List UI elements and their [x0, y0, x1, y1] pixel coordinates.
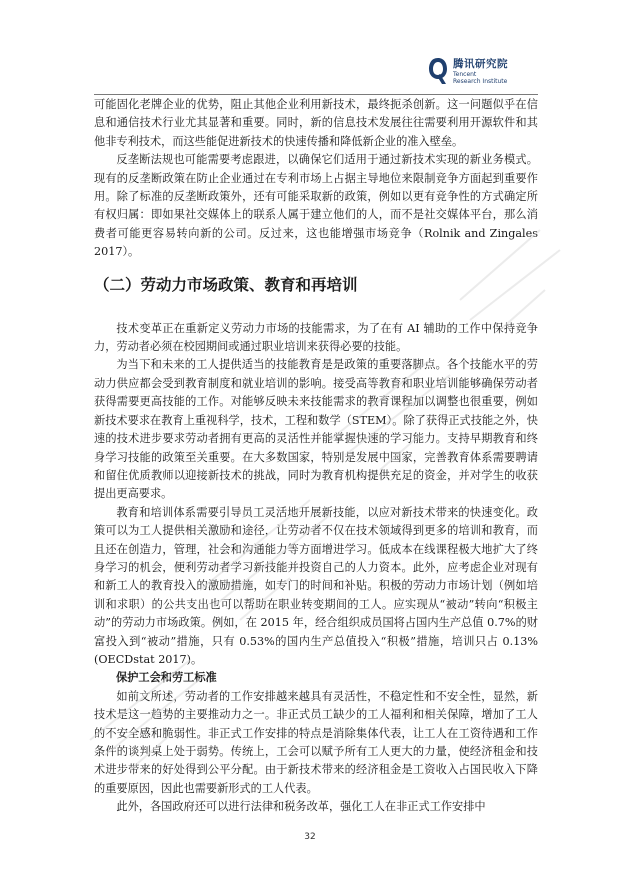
tencent-research-logo-icon — [427, 56, 449, 86]
logo — [427, 56, 537, 90]
section-heading: （二）劳动力市场政策、教育和再培训 — [94, 275, 358, 294]
logo-text-en-line2: Research Institute — [453, 78, 508, 85]
paragraph-antitrust: 反垄断法规也可能需要考虑跟进，以确保它们适用于通过新技术实现的新业务模式。现有的反垄断政策在防止企业通过在专利市场上占据主导地位来限制竞争方面起到重要作用。除了标准的反垄断政策外，还有可能采取新的政策，例如以更有竞争性的方式确定所有权归属：即如果社交媒体上的联系人属于建立他们的人，而不是社交媒体平台，那么消费者可能更容易转向新的公司。反过来，这也能增强市场竞争（Rolnik and Zingales 2017）。 — [94, 153, 538, 259]
header-divider — [94, 94, 538, 95]
spacer — [94, 304, 538, 320]
logo-text-en-line1: Tencent — [453, 71, 477, 78]
document-body — [94, 96, 538, 817]
paragraph-skills-demand: 技术变革正在重新定义劳动力市场的技能需求，为了在有 AI 辅助的工作中保持竞争力，劳动者必须在校园期间或通过职业培训来获得必要的技能。 — [94, 321, 538, 354]
paragraph-continued: 可能固化老牌企业的优势，阻止其他企业利用新技术，最终扼杀创新。这一问题似乎在信息和通信技术行业尤其显著和重要。同时，新的信息技术发展往往需要利用开源软件和其他非专利技术，而这些能促进新技术的快速传播和降低新企业的准入壁垒。 — [94, 98, 538, 148]
page-number: 32 — [304, 832, 316, 842]
paragraph-reform: 此外，各国政府还可以进行法律和税务改革，强化工人在非正式工作安排中 — [116, 800, 486, 814]
paragraph-training: 教育和培训体系需要引导员工灵活地开展新技能，以应对新技术带来的快速变化。政策可以为工人提供相关激励和途径，让劳动者不仅在技术领域得到更多的培训和教育，而且还在创造力，管理，社会和沟通能力等方面增进学习。低成本在线课程极大地扩大了终身学习的机会，便利劳动者学习新技能并投资自己的人力资本。此外，应考虑企业对现有和新工人的教育投入的激励措施，如专门的时间和补贴。积极的劳动力市场计划（例如培训和求职）的公共支出也可以帮助在职业转变期间的工人。应实现从“被动”转向“积极主动”的劳动力市场政策。例如，在 2015 年，经合组织成员国将占国内生产总值 0.7%的财富投入到“被动”措施，只有 0.53%的国内生产总值投入“积极”措施，培训只占 0.13%(OECDstat 2017)。 — [94, 505, 538, 666]
logo-text-en — [453, 71, 507, 85]
subsection-heading: 保护工会和劳工标准 — [116, 671, 217, 685]
paragraph-education: 为当下和未来的工人提供适当的技能教育是是政策的重要落脚点。各个技能水平的劳动力供应都会受到教育制度和就业培训的影响。接受高等教育和职业培训能够确保劳动者获得需要更高技能的工作。对能够反映未来技能需求的教育课程加以调整也很重要，例如新技术要求在教育上重视科学，技术，工程和数学（STEM）。除了获得正式技能之外，快速的技术进步要求劳动者拥有更高的灵活性并能掌握快速的学习能力。支持早期教育和终身学习技能的政策至关重要。在大多数国家，特别是发展中国家，完善教育体系需要聘请和留住优质教师以迎接新技术的挑战，同时为教育机构提供充足的资金，并对学生的收获提出更高要求。 — [94, 358, 538, 501]
paragraph-unions: 如前文所述，劳动者的工作安排越来越具有灵活性，不稳定性和不安全性，显然，新技术是这一趋势的主要推动力之一。非正式员工缺少的工人福利和相关保障，增加了工人的不安全感和脆弱性。非正式工作安排的特点是消除集体代表，让工人在工资待遇和工作条件的谈判桌上处于弱势。传统上，工会可以赋予所有工人更大的力量，使经济租金和技术进步带来的好处得到公平分配。由于新技术带来的经济租金是工资收入占国民收入下降的重要原因，因此也需要新形式的工人代表。 — [94, 689, 538, 795]
logo-text-cn: 腾讯研究院 — [453, 58, 508, 70]
